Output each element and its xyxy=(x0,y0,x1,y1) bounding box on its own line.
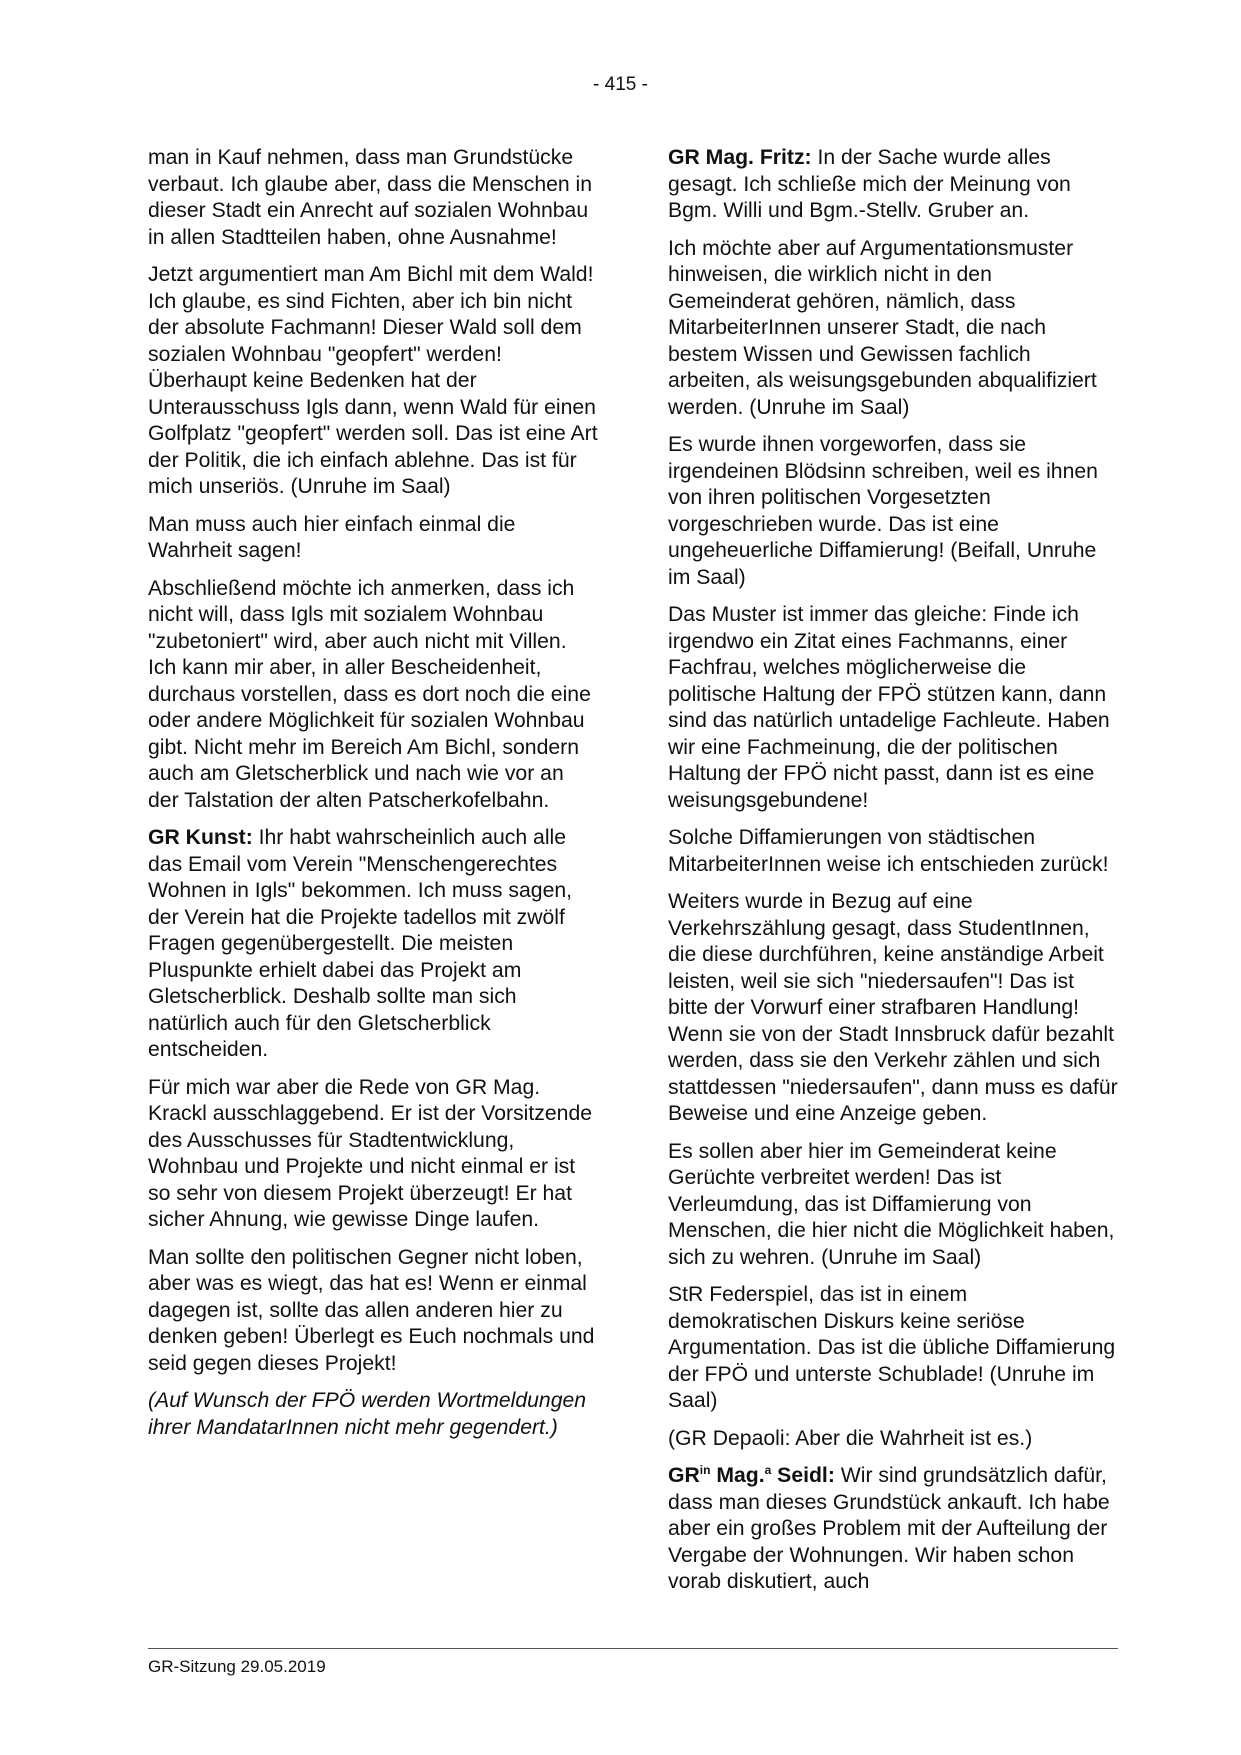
left-column xyxy=(148,145,598,1452)
speaker-superscript: in xyxy=(699,1463,711,1477)
paragraph: man in Kauf nehmen, dass man Grundstücke verbaut. Ich glaube aber, dass die Menschen in dieser Stadt ein Anrecht auf sozialen Wohnbau in allen Stadtteilen haben, ohne Ausnahme! xyxy=(148,146,593,249)
footer-divider xyxy=(148,1648,1118,1649)
speaker-part: Mag. xyxy=(710,1464,765,1487)
paragraph: Es sollen aber hier im Gemeinderat keine Gerüchte verbreitet werden! Das ist Verleumdung, das ist Diffamierung von Menschen, die hier nicht die Möglichkeit haben, sich zu wehren. (Unruhe im Saal) xyxy=(668,1139,1115,1269)
paragraph: StR Federspiel, das ist in einem demokratischen Diskurs keine seriöse Argumentation. Das ist die übliche Diffamierung der FPÖ und unterste Schublade! (Unruhe im Saal) xyxy=(668,1283,1116,1412)
speaker-name: GR Kunst: xyxy=(148,826,253,849)
paragraph: Jetzt argumentiert man Am Bichl mit dem Wald! Ich glaube, es sind Fichten, aber ich bin nicht der absolute Fachmann! Dieser Wald soll dem sozialen Wohnbau "geopfert" werden! Überhaupt keine Bedenken hat der Unterausschuss Igls dann, wenn Wald für einen Golfplatz "geopfert" werden soll. Das ist eine Art der Politik, die ich einfach ablehne. Das ist für mich unseriös. (Unruhe im Saal) xyxy=(148,263,598,498)
paragraph: Es wurde ihnen vorgeworfen, dass sie irgendeinen Blödsinn schreiben, weil es ihnen von ihren politischen Vorgesetzten vorgeschrieben wurde. Das ist eine ungeheuerliche Diffamierung! (Beifall, Unruhe im Saal) xyxy=(668,433,1098,589)
speaker-name xyxy=(668,1464,835,1487)
speech-paragraph xyxy=(668,145,1118,225)
footer-session-date: GR-Sitzung 29.05.2019 xyxy=(148,1657,326,1676)
speaker-superscript: a xyxy=(764,1463,772,1477)
speech-paragraph xyxy=(668,1463,1118,1596)
interjection: (GR Depaoli: Aber die Wahrheit ist es.) xyxy=(668,1426,1033,1450)
speaker-name: GR Mag. Fritz: xyxy=(668,146,812,169)
page-number: - 415 - xyxy=(593,74,648,95)
paragraph: Weiters wurde in Bezug auf eine Verkehrszählung gesagt, dass StudentInnen, die diese durchführen, keine anständige Arbeit leisten, weil sie sich "niedersaufen"! Das ist bitte der Vorwurf einer strafbaren Handlung! Wenn sie von der Stadt Innsbruck dafür bezahlt werden, dass sie den Verkehr zählen und sich stattdessen "niedersaufen", dann muss es dafür Beweise und eine Anzeige geben. xyxy=(668,890,1118,1125)
speech-text: Wir sind grundsätzlich dafür, dass man dieses Grundstück ankauft. Ich habe aber ein großes Problem mit der Aufteilung der Vergabe der Wohnungen. Wir haben schon vorab diskutiert, auch xyxy=(668,1464,1110,1593)
speaker-part: GR xyxy=(668,1464,700,1487)
paragraph: Man sollte den politischen Gegner nicht loben, aber was es wiegt, das hat es! Wenn er einmal dagegen ist, sollte das allen anderen hier zu denken geben! Überlegt es Euch nochmals und seid gegen dieses Projekt! xyxy=(148,1245,595,1375)
paragraph: Für mich war aber die Rede von GR Mag. Krackl ausschlaggebend. Er ist der Vorsitzende des Ausschusses für Stadtentwicklung, Wohnbau und Projekte und nicht einmal er ist so sehr von diesem Projekt überzeugt! Er hat sicher Ahnung, wie gewisse Dinge laufen. xyxy=(148,1075,593,1231)
speech-text: Ihr habt wahrscheinlich auch alle das Email vom Verein "Menschengerechtes Wohnen in Igls" bekommen. Ich muss sagen, der Verein hat die Projekte tadellos mit zwölf Fragen gegenübergestellt. Die meisten Pluspunkte erhielt dabei das Projekt am Gletscherblick. Deshalb sollte man sich natürlich auch für den Gletscherblick entscheiden. xyxy=(148,826,573,1061)
speech-text: In der Sache wurde alles gesagt. Ich schließe mich der Meinung von Bgm. Willi und Bgm.-Stellv. Gruber an. xyxy=(668,146,1071,222)
speaker-part: Seidl: xyxy=(771,1464,835,1487)
paragraph: Abschließend möchte ich anmerken, dass ich nicht will, dass Igls mit sozialem Wohnbau "zubetoniert" wird, aber auch nicht mit Villen. Ich kann mir aber, in aller Bescheidenheit, durchaus vorstellen, dass es dort noch die eine oder andere Möglichkeit für sozialen Wohnbau gibt. Nicht mehr im Bereich Am Bichl, sondern auch am Gletscherblick und nach wie vor an der Talstation der alten Patscherkofelbahn. xyxy=(148,576,591,812)
right-column xyxy=(668,145,1118,1607)
speech-paragraph xyxy=(148,825,598,1064)
editorial-note: (Auf Wunsch der FPÖ werden Wortmeldungen ihrer MandatarInnen nicht mehr gegendert.) xyxy=(148,1389,587,1439)
paragraph: Das Muster ist immer das gleiche: Finde ich irgendwo ein Zitat eines Fachmanns, einer Fachfrau, welches möglicherweise die politische Haltung der FPÖ stützen kann, dann sind das natürlich untadelige Fachleute. Haben wir eine Fachmeinung, die der politischen Haltung der FPÖ nicht passt, dann ist es eine weisungsgebundene! xyxy=(668,603,1110,812)
paragraph: Man muss auch hier einfach einmal die Wahrheit sagen! xyxy=(148,512,516,562)
paragraph: Ich möchte aber auf Argumentationsmuster hinweisen, die wirklich nicht in den Gemeinderat gehören, nämlich, dass MitarbeiterInnen unserer Stadt, die nach bestem Wissen und Gewissen fachlich arbeiten, als weisungsgebunden abqualifiziert werden. (Unruhe im Saal) xyxy=(668,236,1097,419)
paragraph: Solche Diffamierungen von städtischen MitarbeiterInnen weise ich entschieden zurück! xyxy=(668,826,1109,876)
